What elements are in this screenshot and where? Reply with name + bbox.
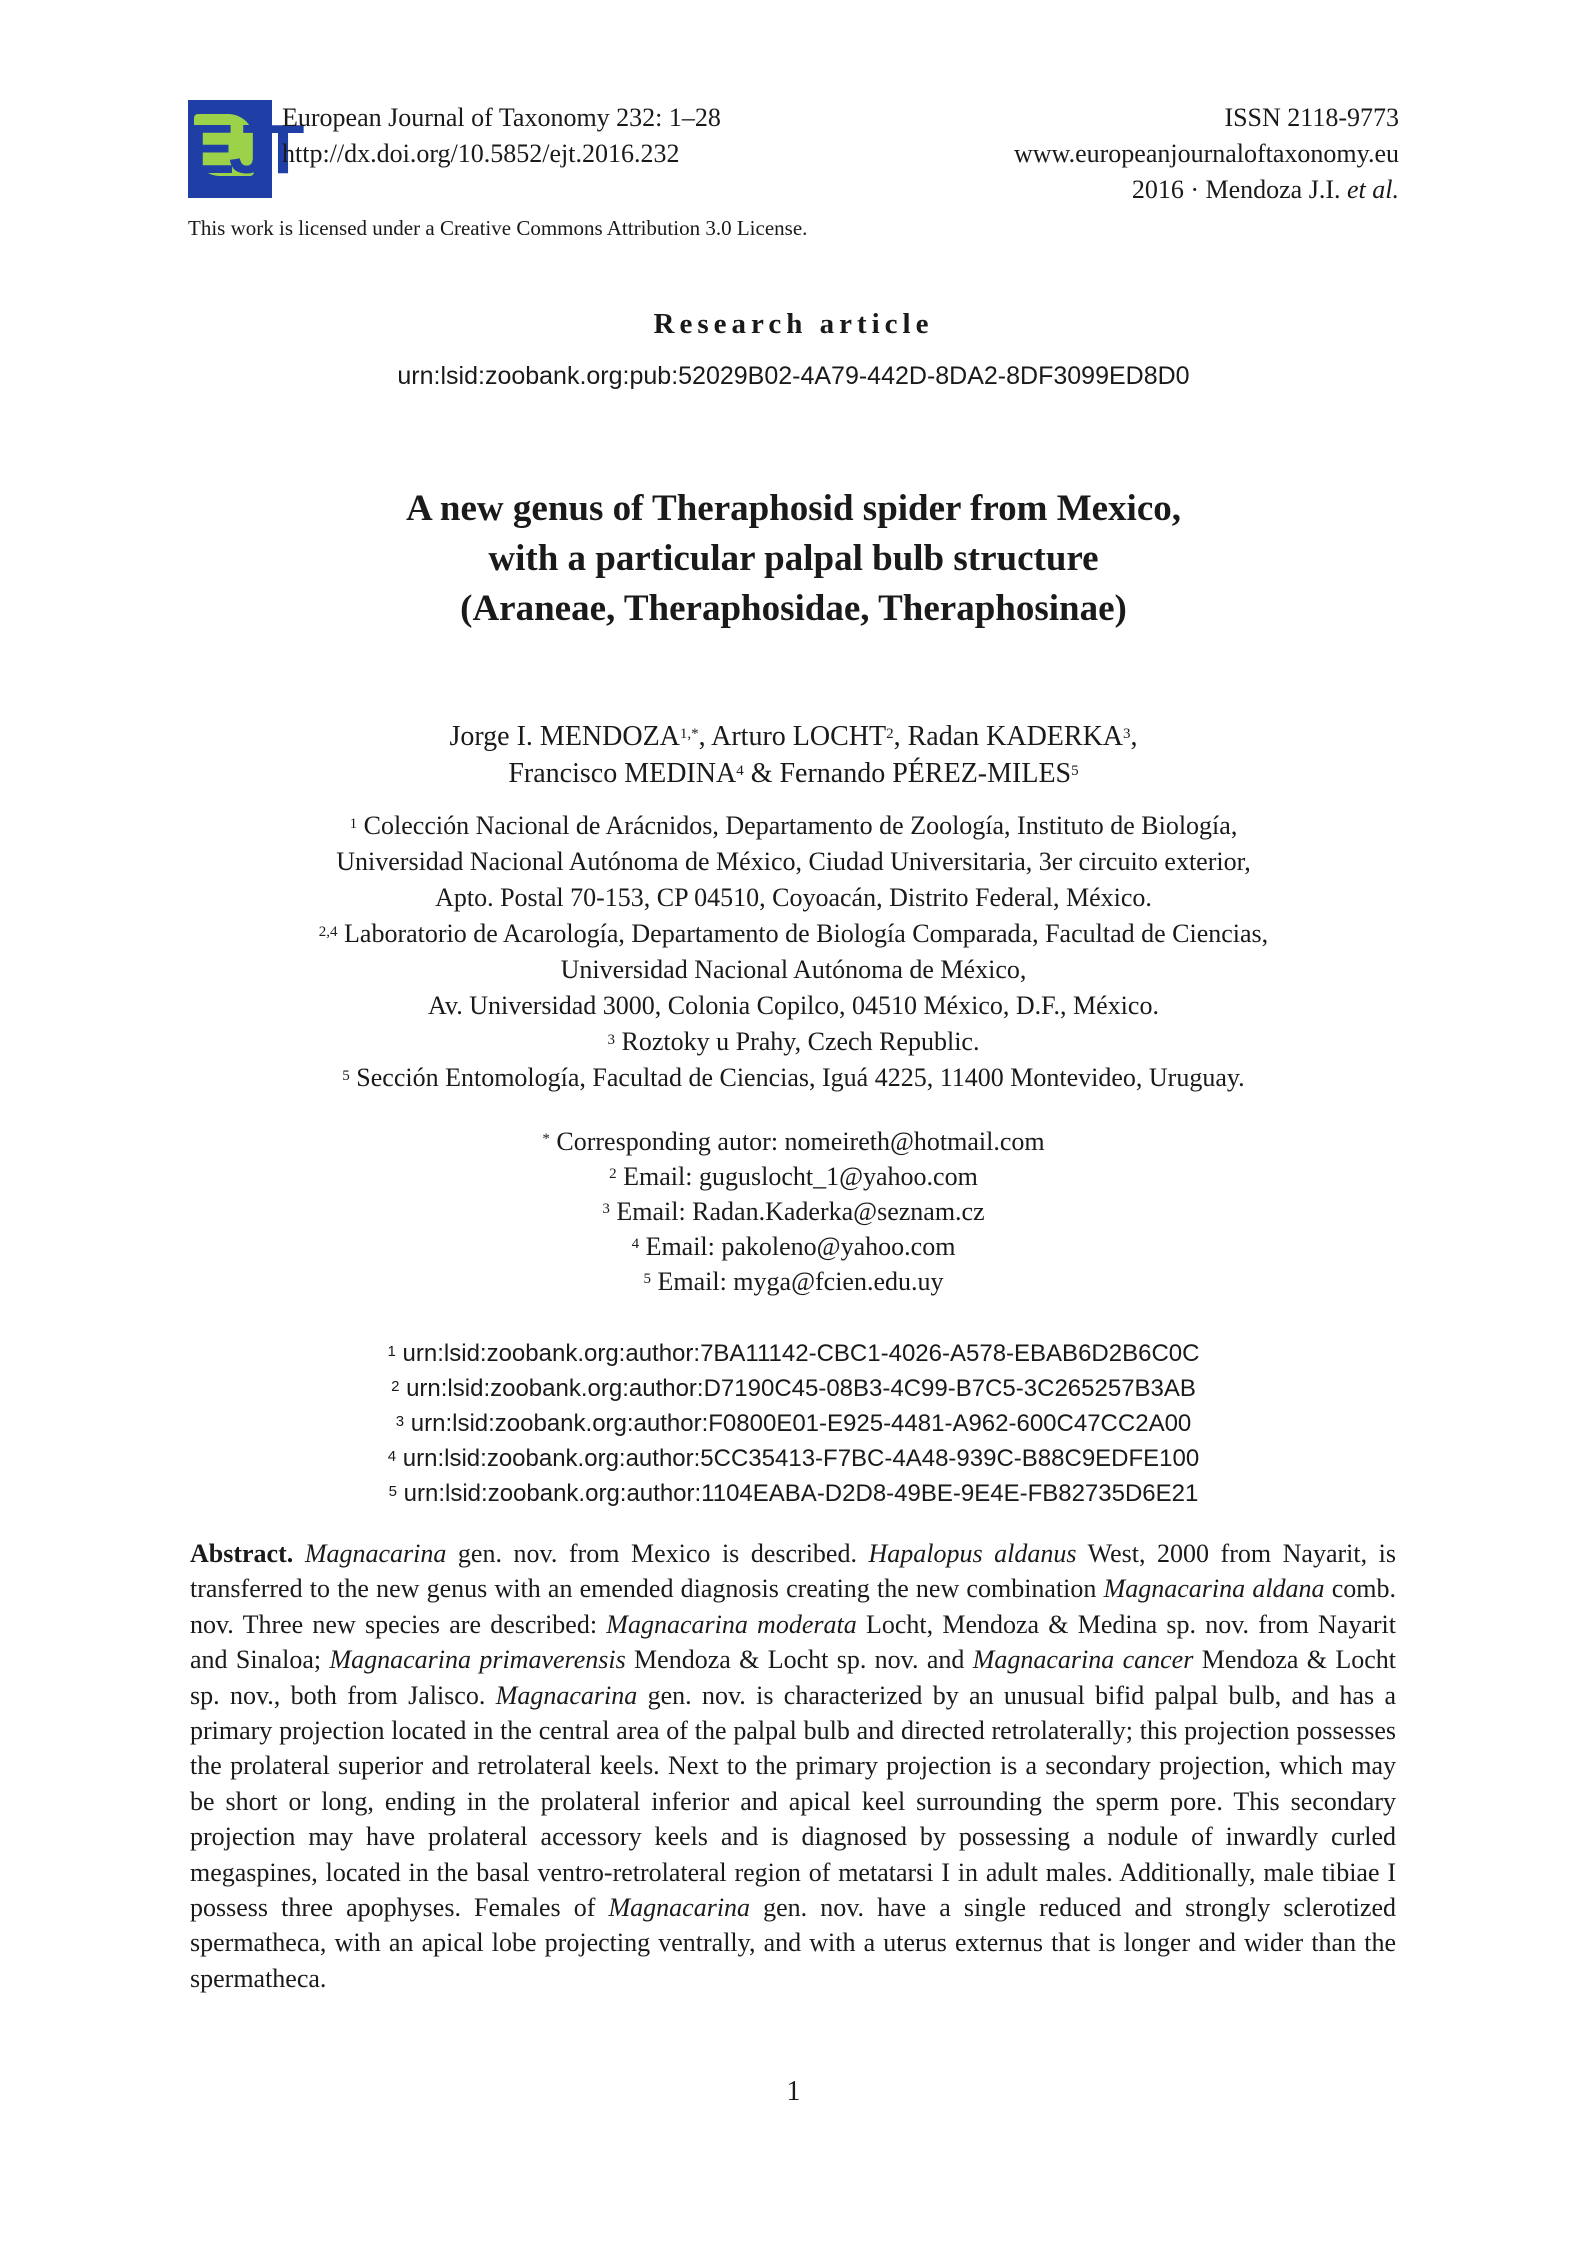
- article-urn[interactable]: urn:lsid:zoobank.org:pub:52029B02-4A79-442D-8DA2-8DF3099ED8D0: [397, 362, 1190, 390]
- taxon-name: Magnacarina: [495, 1680, 638, 1710]
- author-urn-line: [0, 1406, 1587, 1441]
- affiliation-line: [0, 916, 1587, 952]
- year-authors: [1014, 172, 1399, 208]
- author-urn-line-text[interactable]: urn:lsid:zoobank.org:author:D7190C45-08B3-4C99-B7C5-3C265257B3AB: [406, 1375, 1196, 1402]
- author-urn-line-sup: 2: [391, 1378, 400, 1395]
- article-type: Research article: [653, 308, 934, 340]
- issn: ISSN 2118-9773: [1224, 103, 1399, 132]
- author-urn-line: [0, 1336, 1587, 1371]
- author-name: Arturo LOCHT: [711, 721, 887, 752]
- author-urn-line-text[interactable]: urn:lsid:zoobank.org:author:1104EABA-D2D8-49BE-9E4E-FB82735D6E21: [403, 1480, 1199, 1507]
- affiliation-line-text: Sección Entomología, Facultad de Ciencias, Iguá 4225, 11400 Montevideo, Uruguay.: [356, 1063, 1245, 1092]
- author-urn-line: [0, 1441, 1587, 1476]
- author-separator: ,: [893, 721, 908, 752]
- taxon-name: Magnacarina aldana: [1103, 1574, 1325, 1604]
- author-affil-sup: 1,*: [679, 726, 699, 742]
- email-line: [0, 1124, 1587, 1159]
- author-urn-line: [0, 1476, 1587, 1511]
- taxon-name: Magnacarina: [608, 1893, 751, 1923]
- affiliation-line: [0, 952, 1587, 988]
- email-line-text[interactable]: Corresponding autor: nomeireth@hotmail.com: [556, 1127, 1045, 1156]
- author-separator: ,: [1130, 721, 1138, 752]
- affiliation-line-text: Apto. Postal 70-153, CP 04510, Coyoacán, Distrito Federal, México.: [435, 883, 1152, 912]
- year-author-text: 2016 · Mendoza J.I.: [1131, 175, 1341, 204]
- author-separator: ,: [698, 721, 712, 752]
- affiliation-line: [0, 1024, 1587, 1060]
- affiliation-line-text: Universidad Nacional Autónoma de México, Ciudad Universitaria, 3er circuito exterior,: [336, 847, 1251, 876]
- affiliations: [0, 808, 1587, 1096]
- taxon-name: Magnacarina cancer: [972, 1645, 1194, 1675]
- email-line: [0, 1229, 1587, 1264]
- article-title: [0, 484, 1587, 634]
- affiliation-line: [0, 880, 1587, 916]
- affiliation-line-text: Roztoky u Prahy, Czech Republic.: [621, 1027, 980, 1056]
- taxon-name: Magnacarina: [304, 1539, 447, 1568]
- abstract-text: gen. nov. from Mexico is described.: [446, 1539, 869, 1568]
- abstract: [190, 1536, 1396, 1996]
- abstract-text: Locht, Mendoza & Medina sp. nov. from Nayarit and Sinaloa;: [190, 1609, 1396, 1675]
- author-line-2: [0, 755, 1587, 792]
- affiliation-line: [0, 1060, 1587, 1096]
- affiliation-line: [0, 808, 1587, 844]
- email-line: [0, 1159, 1587, 1194]
- author-urn-line-text[interactable]: urn:lsid:zoobank.org:author:5CC35413-F7BC-4A48-939C-B88C9EDFE100: [402, 1445, 1200, 1472]
- email-line-sup: 2: [609, 1166, 617, 1182]
- email-line-sup: *: [542, 1131, 550, 1147]
- affiliation-line-sup: 3: [607, 1032, 616, 1048]
- abstract-text: Mendoza & Locht sp. nov. and: [625, 1645, 973, 1675]
- et-al: et al.: [1347, 175, 1399, 204]
- author-urn-line-sup: 5: [388, 1483, 397, 1500]
- affiliation-line-sup: 5: [342, 1068, 350, 1084]
- affiliation-line-sup: 1: [349, 816, 358, 832]
- author-urn-line: [0, 1371, 1587, 1406]
- affiliation-line-text: Av. Universidad 3000, Colonia Copilco, 04510 México, D.F., México.: [428, 991, 1159, 1020]
- taxon-name: Hapalopus aldanus: [868, 1539, 1077, 1568]
- author-urn-line-sup: 4: [387, 1448, 397, 1465]
- email-line: [0, 1194, 1587, 1229]
- title-line: (Araneae, Theraphosidae, Theraphosinae): [460, 588, 1127, 629]
- author-separator: &: [743, 758, 780, 789]
- email-line-sup: 5: [643, 1271, 651, 1287]
- affiliation-line-text: Laboratorio de Acarología, Departamento de Biología Comparada, Facultad de Ciencias,: [344, 919, 1269, 948]
- affiliation-line-sup: 2,4: [318, 924, 338, 940]
- email-line-text[interactable]: Email: pakoleno@yahoo.com: [645, 1232, 956, 1261]
- email-line-text[interactable]: Email: Radan.Kaderka@seznam.cz: [616, 1197, 985, 1226]
- author-urn-line-text[interactable]: urn:lsid:zoobank.org:author:F0800E01-E925-4481-A962-600C47CC2A00: [410, 1410, 1192, 1437]
- author-affil-sup: 5: [1071, 763, 1079, 779]
- email-line-text[interactable]: Email: guguslocht_1@yahoo.com: [623, 1162, 978, 1191]
- email-line-text[interactable]: Email: myga@fcien.edu.uy: [657, 1267, 944, 1296]
- header-right: [1014, 100, 1399, 208]
- author-line-1: [0, 718, 1587, 755]
- email-line-sup: 3: [602, 1201, 610, 1217]
- abstract-text: gen. nov. have a single reduced and strongly sclerotized spermatheca, with an apical lobe projecting ventrally, and with a uterus externus that is longer and wider than the spermatheca.: [190, 1893, 1396, 1993]
- author-emails: [0, 1124, 1587, 1299]
- abstract-text: comb. nov. Three new species are described:: [190, 1574, 1396, 1639]
- page-number: 1: [786, 2076, 801, 2107]
- affiliation-line: [0, 988, 1587, 1024]
- title-line: A new genus of Theraphosid spider from Mexico,: [406, 488, 1181, 529]
- author-urn-line-sup: 3: [395, 1413, 405, 1430]
- abstract-label: Abstract.: [190, 1539, 294, 1568]
- author-affil-sup: 3: [1123, 726, 1131, 742]
- affiliation-line: [0, 844, 1587, 880]
- website-link[interactable]: www.europeanjournaloftaxonomy.eu: [1013, 139, 1399, 168]
- license-notice[interactable]: This work is licensed under a Creative Commons Attribution 3.0 License.: [188, 216, 808, 240]
- author-name: Radan KADERKA: [907, 721, 1124, 752]
- title-line: with a particular palpal bulb structure: [488, 538, 1099, 579]
- doi-link[interactable]: http://dx.doi.org/10.5852/ejt.2016.232: [282, 139, 680, 168]
- author-urn-line-text[interactable]: urn:lsid:zoobank.org:author:7BA11142-CBC1-4026-A578-EBAB6D2B6C0C: [402, 1340, 1200, 1367]
- affiliation-line-text: Colección Nacional de Arácnidos, Departamento de Zoología, Instituto de Biología,: [363, 811, 1238, 840]
- author-name: Jorge I. MENDOZA: [449, 721, 680, 752]
- author-name: Fernando PÉREZ-MILES: [779, 758, 1072, 789]
- affiliation-line-text: Universidad Nacional Autónoma de México,: [560, 955, 1027, 984]
- author-list: [0, 718, 1587, 792]
- logo-text: EJT: [188, 110, 299, 188]
- author-urns: [0, 1336, 1587, 1511]
- author-urn-line-sup: 1: [387, 1343, 396, 1360]
- author-affil-sup: 2: [886, 726, 894, 742]
- abstract-text: West, 2000 from Nayarit, is transferred to the new genus with an emended diagnosis creating the new combination: [190, 1539, 1397, 1604]
- email-line: [0, 1264, 1587, 1299]
- author-name: Francisco MEDINA: [508, 758, 737, 789]
- email-line-sup: 4: [631, 1236, 640, 1252]
- author-affil-sup: 4: [736, 763, 744, 779]
- taxon-name: Magnacarina primaverensis: [329, 1645, 626, 1675]
- journal-logo: [188, 100, 299, 198]
- abstract-text: gen. nov. is characterized by an unusual bifid palpal bulb, and has a primary projection located in the central area of the palpal bulb and directed retrolaterally; this projection possesses the prolateral superior and retrolateral keels. Next to the primary projection is a secondary projection, which may be short or long, ending in the prolateral inferior and apical keel surrounding the sperm pore. This secondary projection may have prolateral accessory keels and is diagnosed by possessing a nodule of inwardly curled megaspines, located in the basal ventro-retrolateral region of metatarsi I in adult males. Additionally, male tibiae I possess three apophyses. Females of: [190, 1680, 1396, 1923]
- journal-citation: European Journal of Taxonomy 232: 1–28: [282, 103, 721, 132]
- taxon-name: Magnacarina moderata: [606, 1609, 857, 1639]
- abstract-text: Mendoza & Locht sp. nov., both from Jalisco.: [190, 1645, 1397, 1710]
- header-left: [282, 100, 721, 172]
